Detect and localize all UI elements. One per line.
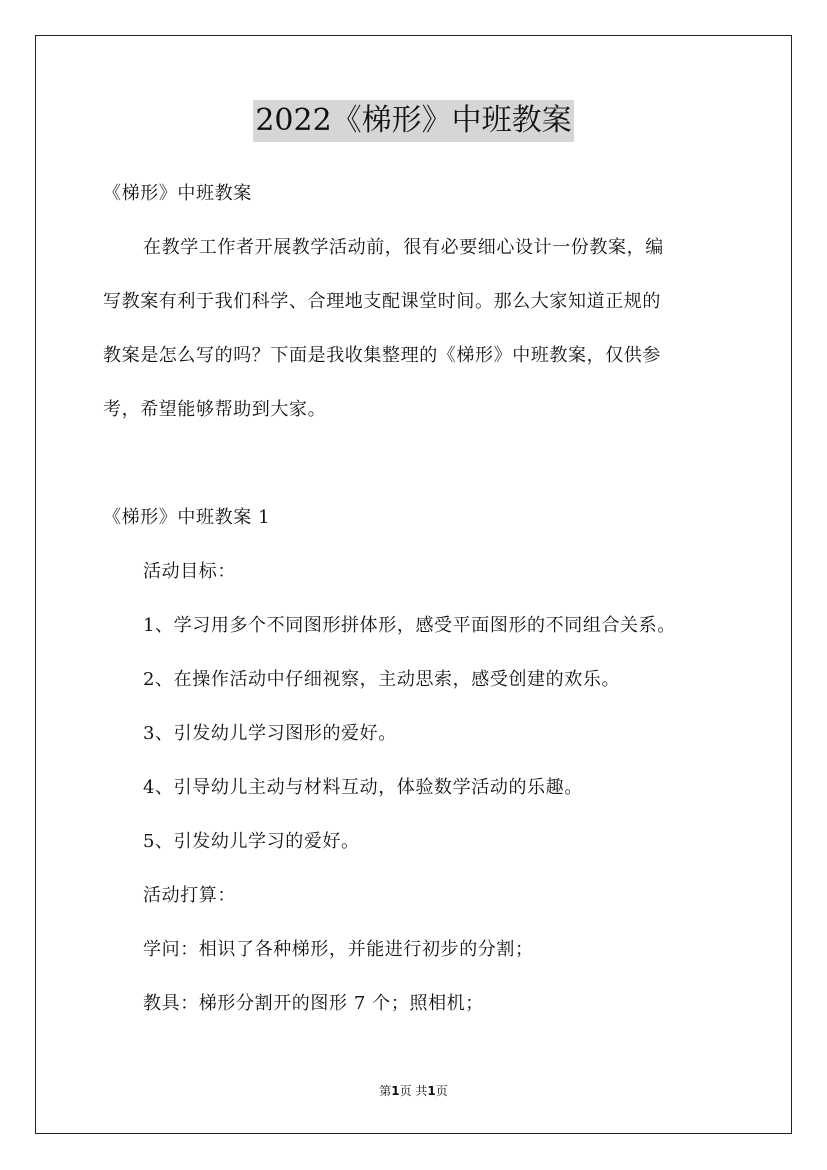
- footer-page-total: 1: [427, 1084, 436, 1098]
- goal-item-4: 4、引导幼儿主动与材料互动，体验数学活动的乐趣。: [143, 777, 583, 798]
- title-wrap: [0, 100, 827, 142]
- footer-page-prefix: 第: [379, 1084, 392, 1098]
- footer-page-number: 1: [391, 1084, 400, 1098]
- prep-item-2: 教具：梯形分割开的图形 7 个；照相机；: [143, 993, 484, 1014]
- footer-page-suffix: 页: [435, 1084, 448, 1098]
- goal-item-5: 5、引发幼儿学习的爱好。: [143, 831, 360, 852]
- prep-item-1: 学问：相识了各种梯形，并能进行初步的分割；: [143, 939, 534, 960]
- goal-item-2: 2、在操作活动中仔细视察，主动思索，感受创建的欢乐。: [143, 669, 621, 690]
- intro-line-3: 教案是怎么写的吗？下面是我收集整理的《梯形》中班教案，仅供参: [103, 345, 661, 366]
- intro-line-2: 写教案有利于我们科学、合理地支配课堂时间。那么大家知道正规的: [103, 291, 661, 312]
- footer-page-mid: 页 共: [399, 1084, 428, 1098]
- goals-label: 活动目标：: [143, 561, 236, 582]
- section-heading: 《梯形》中班教案 1: [103, 507, 271, 528]
- document-subtitle: 《梯形》中班教案: [103, 183, 252, 204]
- page-footer: [0, 1083, 827, 1099]
- intro-line-4: 考，希望能够帮助到大家。: [103, 399, 327, 420]
- goal-item-1: 1、学习用多个不同图形拼体形，感受平面图形的不同组合关系。: [143, 615, 676, 636]
- intro-line-1: 在教学工作者开展教学活动前，很有必要细心设计一份教案，编: [143, 237, 664, 258]
- document-title: 2022《梯形》中班教案: [253, 100, 573, 142]
- prep-label: 活动打算：: [143, 885, 236, 906]
- goal-item-3: 3、引发幼儿学习图形的爱好。: [143, 723, 397, 744]
